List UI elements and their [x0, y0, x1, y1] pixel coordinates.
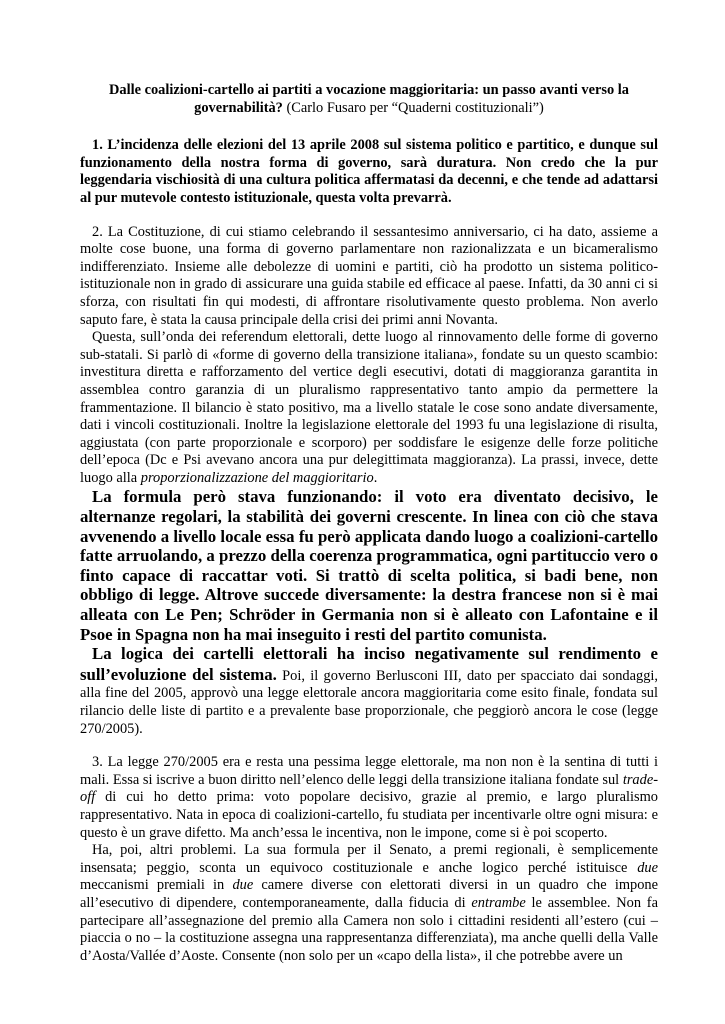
- paragraph-7: [80, 842, 658, 965]
- paragraph-1: 1. L’incidenza delle elezioni del 13 aprile 2008 sul sistema politico e partitico, e dunque sul funzionamento della nostra forma di governo, sarà duratura. Non credo che la pur leggendaria vischiosità di una cultura politica affermatasi da decenni, e che tende ad adattarsi al pur mutevole contesto istituzionale, questa volta prevarrà.: [80, 137, 658, 206]
- paragraph-3: [80, 329, 658, 487]
- title-author: (Carlo Fusaro per “Quaderni costituzionali”): [282, 99, 544, 116]
- paragraph-5: [80, 644, 658, 738]
- document-title: [80, 82, 658, 117]
- paragraph-2: 2. La Costituzione, di cui stiamo celebrando il sessantesimo anniversario, ci ha dato, assieme a molte cose buone, una forma di governo parlamentare non razionalizzata e un bicameralismo indifferenziato. Insieme alle debolezze di uomini e partiti, ciò ha prodotto un sistema politico-istituzionale non in grado di assicurare una guida stabile ed efficace al paese. Infatti, da 30 anni ci si sforza, con risultati fin qui modesti, di affrontare risolutivamente questo problema. Non averlo saputo fare, è stata la causa principale della crisi dei primi anni Novanta.: [80, 223, 658, 328]
- document-page: [80, 82, 658, 965]
- p5-text: Poi, il governo Berlusconi III, dato per spacciato dai sondaggi, alla fine del 2005, approvò una legge elettorale ancora maggioritaria come esito finale, fondata sul rilancio delle liste di partito e a prevalente base proporzionale, che peggiorò ancora le cose (legge 270/2005).: [80, 667, 658, 737]
- title-bold: Dalle coalizioni-cartello ai partiti a vocazione maggioritaria: un passo avanti verso la governabilità?: [109, 82, 629, 116]
- paragraph-4: La formula però stava funzionando: il voto era diventato decisivo, le alternanze regolari, la stabilità dei governi crescente. In linea con ciò che stava avvenendo a livello locale essa fu però applicata dando luogo a coalizioni-cartello fatte arruolando, a prezzo della coerenza programmatica, ogni partituccio vero o finto capace di raccattar voti. Si trattò di scelta politica, si badi bene, non obbligo di legge. Altrove succede diversamente: la destra francese non si è mai alleata con Le Pen; Schröder in Germania non si è alleato con Lafontaine e il Psoe in Spagna non ha mai inseguito i resti del partito comunista.: [80, 487, 658, 644]
- p7-text-c: camere diverse con elettorati diversi in un quadro che impone all’esecutivo di dipendere, contemporaneamente, dalla fiducia di: [80, 877, 658, 911]
- p6-text-b: di cui ho detto prima: voto popolare decisivo, grazie al premio, e largo pluralismo rappresentativo. Nata in epoca di coalizioni-cartello, fu studiata per incentivarle oltre ogni misura: e questo è un grave difetto. Ma anch’essa le incentiva, non le impone, come si è poi scoperto.: [80, 789, 658, 841]
- p6-text-a: 3. La legge 270/2005 era e resta una pessima legge elettorale, ma non non è la sentina di tutti i mali. Essa si iscrive a buon diritto nell’elenco delle leggi della transizione italiana fondate sul: [80, 754, 658, 788]
- p5-bold: La logica dei cartelli elettorali ha inciso negativamente sul rendimento e sull’evoluzione del sistema.: [80, 644, 658, 684]
- p7-italic-2: due: [232, 877, 254, 894]
- p7-text-a: Ha, poi, altri problemi. La sua formula per il Senato, a premi regionali, è semplicemente insensata; peggio, sconta un equivoco costituzionale e anche logico perché istituisce: [80, 842, 658, 876]
- p7-italic-3: entrambe: [471, 894, 526, 911]
- p7-text-d: le assemblee. Non fa partecipare all’assegnazione del premio alla Camera non solo i cittadini residenti all’estero (cui – piaccia o no – la costituzione assegna una rappresentanza differenziata), ma anche quelli della Valle d’Aosta/Vallée d’Aoste. Consente (non solo per un «capo della lista», il che potrebbe avere un: [80, 894, 658, 964]
- p7-text-b: meccanismi premiali in: [80, 877, 233, 894]
- p7-italic-1: due: [637, 859, 658, 876]
- p3-text: Questa, sull’onda dei referendum elettorali, dette luogo al rinnovamento delle forme di governo sub-statali. Si parlò di «forme di governo della transizione italiana», fondate su un questo scambio: investitura diretta e rafforzamento del vertice degli esecutivi, dotati di maggioranza garantita in assemblea contro garanzia di un pluralismo rappresentativo tanto ampio da permettere la frammentazione. Il bilancio è stato positivo, ma a livello statale le cose sono andate diversamente, dati i vincoli costituzionali. Inoltre la legislazione elettorale del 1993 fu una legislazione di risulta, aggiustata (con parte proporzionale e scorporo) per soddisfare le esigenze delle forze politiche dell’epoca (Dc e Psi avevano ancora una pur delegittimata maggioranza). La prassi, invece, dette luogo alla: [80, 329, 658, 486]
- paragraph-6: [80, 754, 658, 842]
- p3-italic: proporzionalizzazione del maggioritario: [140, 469, 374, 486]
- p3-end: .: [373, 469, 378, 486]
- p6-italic: trade-off: [80, 771, 658, 806]
